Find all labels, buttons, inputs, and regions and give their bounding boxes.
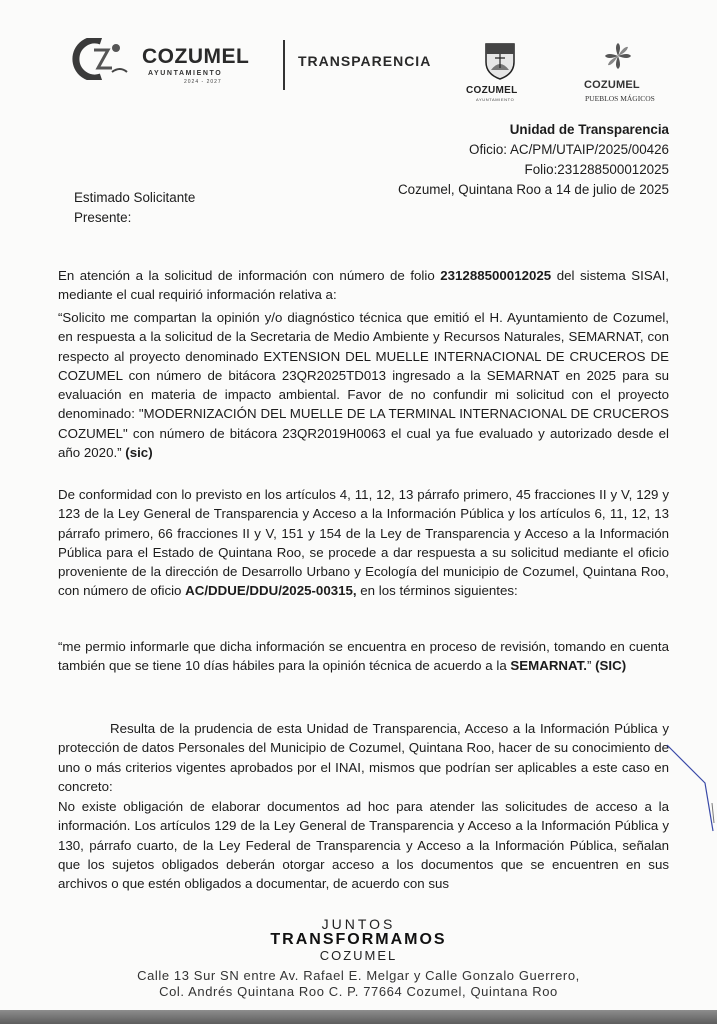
text-run: ” [587, 658, 596, 674]
sic-marker: (SIC) [595, 658, 627, 674]
text-run: del sistema SISAI, mediante el cual requirió información relativa a: [58, 268, 669, 303]
address-line: Col. Andrés Quintana Roo C. P. 77664 Cozumel, Quintana Roo [159, 984, 558, 999]
brand-ayuntamiento: AYUNTAMIENTO [148, 70, 223, 77]
oficio-highlight: AC/DDUE/DDU/2025-00315, [185, 583, 357, 599]
paragraph-intro [58, 266, 669, 305]
paragraph-legal-basis [58, 485, 669, 601]
pueblos-magicos-logo-icon [604, 42, 632, 70]
folio-number: Folio:231288500012025 [524, 162, 669, 177]
salutation-line: Estimado Solicitante [74, 190, 196, 205]
place-date: Cozumel, Quintana Roo a 14 de julio de 2025 [398, 182, 669, 197]
text-run: “me permio informarle que dicha información se encuentra en proceso de revisión, tomando en cuenta también que se tiene 10 días hábiles para la opinión técnica de acuerdo a la [58, 639, 669, 674]
paragraph-no-obligation: No existe obligación de elaborar documentos ad hoc para atender las solicitudes de acceso a la información. Los artículos 129 de la Ley General de Transparencia y Acceso a la Información Pública y 130, párrafo cuarto, de la Ley Federal de Transparencia y Acceso a la Información Pública, señalan que los sujetos obligados deberán otorgar acceso a los documentos que se encuentren en sus archivos o que estén obligados a documentar, de acuerdo con sus [58, 799, 669, 892]
pen-mark-icon [665, 743, 717, 833]
scan-edge [0, 1010, 717, 1024]
crest-subtitle: AYUNTAMIENTO [476, 97, 515, 102]
salutation-presente: Presente: [74, 210, 132, 225]
footer-slogan-juntos: JUNTOS [321, 916, 396, 932]
footer-slogan-transformamos: TRANSFORMAMOS [270, 931, 447, 948]
text-run: “Solicito me compartan la opinión y/o diagnóstico técnica que emitió el H. Ayuntamiento de Cozumel, en respuesta a la solicitud de la Secretaria de Medio Ambiente y Recursos Naturales, SEMARNAT, con respecto al proyecto denominado EXTENSION DEL MUELLE INTERNACIONAL DE CRUCEROS DE COZUMEL con número de bitácora 23QR2025TD013 ingresado a la SEMARNAT en 2025 para su evaluación en materia de impacto ambiental. Favor de no confundir mi solicitud con el proyecto denominado: "MODERNIZACIÓN DEL MUELLE DE LA TERMINAL INTERNACIONAL DE CRUCEROS COZUMEL" con número de bitácora 23QR2019H0063 el cual ya fue evaluado y autorizado desde el año 2020.” [58, 310, 669, 461]
paragraph-request-quote [58, 308, 669, 462]
text-run: en los términos siguientes: [356, 583, 518, 599]
oficio-number: Oficio: AC/PM/UTAIP/2025/00426 [469, 142, 669, 157]
header-divider [283, 40, 285, 90]
brand-name: COZUMEL [142, 45, 250, 68]
text-run: De conformidad con lo previsto en los artículos 4, 11, 12, 13 párrafo primero, 45 fracciones II y V, 129 y 123 de la Ley General de Transparencia y Acceso a la Información Pública y los artículos 6, 11, 12, 13 párrafo primero, 66 fracciones II y V, 151 y 154 de la Ley de Transparencia y Acceso a la Información Pública para el Estado de Quintana Roo, se procede a dar respuesta a su solicitud mediante el oficio proveniente de la dirección de Desarrollo Urbano y Ecología del municipio de Cozumel, Quintana Roo, con número de oficio [58, 487, 669, 599]
brand-years: 2024 - 2027 [184, 79, 222, 85]
text-run: En atención a la solicitud de información con número de folio [58, 268, 441, 283]
paragraph-response-quote [58, 637, 669, 676]
footer-address [0, 968, 717, 1000]
crest-name: COZUMEL [466, 85, 518, 96]
salutation [74, 188, 195, 228]
section-title: TRANSPARENCIA [298, 53, 432, 69]
issuing-unit: Unidad de Transparencia [509, 122, 669, 137]
semarnat-highlight: SEMARNAT. [510, 658, 587, 674]
paragraph-criteria: Resulta de la prudencia de esta Unidad de Transparencia, Acceso a la Información Pública y protección de datos Personales del Municipio de Cozumel, Quintana Roo, hacer de su conocimiento de uno o más criterios vigentes aprobados por el INAI, mismos que podrían ser aplicables a este caso en concreto: [58, 721, 669, 794]
folio-highlight: 231288500012025 [440, 268, 552, 283]
document-meta [398, 120, 669, 200]
municipal-crest-icon [483, 40, 517, 80]
footer-slogan-cozumel: COZUMEL [319, 948, 398, 963]
sic-marker: (sic) [125, 445, 153, 461]
address-line: Calle 13 Sur SN entre Av. Rafael E. Melgar y Calle Gonzalo Guerrero, [137, 968, 580, 983]
cozumel-logo-icon [72, 38, 130, 80]
pueblos-magicos-name: COZUMEL [584, 79, 640, 91]
pueblos-magicos-subtitle: PUEBLOS MÁGICOS [585, 94, 655, 103]
